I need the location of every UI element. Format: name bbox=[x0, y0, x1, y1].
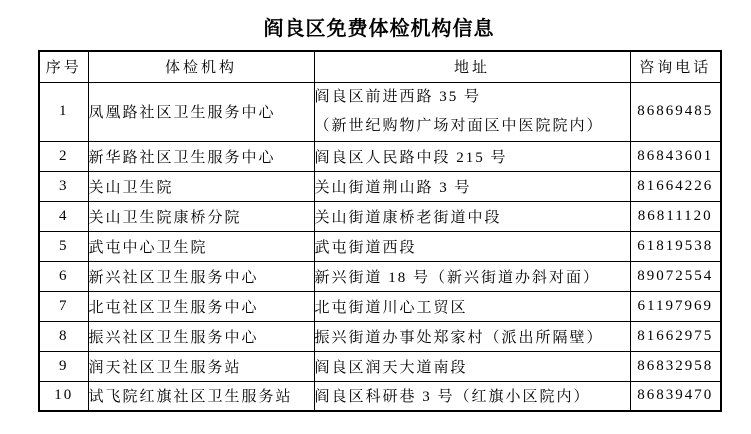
cell-org: 新华路社区卫生服务中心 bbox=[88, 141, 314, 171]
cell-phone: 89072554 bbox=[630, 261, 721, 291]
cell-phone: 86839470 bbox=[630, 381, 721, 411]
table-row bbox=[39, 291, 721, 321]
cell-address: 振兴街道办事处郑家村（派出所隔壁） bbox=[314, 321, 630, 351]
col-header-org: 体检机构 bbox=[88, 51, 314, 82]
table-row bbox=[39, 171, 721, 201]
table-row bbox=[39, 141, 721, 171]
cell-no: 9 bbox=[39, 351, 88, 381]
cell-no: 3 bbox=[39, 171, 88, 201]
cell-no: 10 bbox=[39, 381, 88, 411]
cell-phone: 86811120 bbox=[630, 201, 721, 231]
col-header-address: 地址 bbox=[314, 51, 630, 82]
cell-phone: 61819538 bbox=[630, 231, 721, 261]
cell-phone: 81664226 bbox=[630, 171, 721, 201]
cell-org: 润天社区卫生服务站 bbox=[88, 351, 314, 381]
cell-address: 阎良区科研巷 3 号（红旗小区院内） bbox=[314, 381, 630, 411]
cell-org: 振兴社区卫生服务中心 bbox=[88, 321, 314, 351]
cell-no: 6 bbox=[39, 261, 88, 291]
cell-phone: 86843601 bbox=[630, 141, 721, 171]
cell-address bbox=[314, 82, 630, 141]
cell-address: 阎良区人民路中段 215 号 bbox=[314, 141, 630, 171]
cell-org: 北屯社区卫生服务中心 bbox=[88, 291, 314, 321]
cell-no: 1 bbox=[39, 82, 88, 141]
col-header-phone: 咨询电话 bbox=[630, 51, 721, 82]
cell-org: 凤凰路社区卫生服务中心 bbox=[88, 82, 314, 141]
cell-address: 关山街道康桥老街道中段 bbox=[314, 201, 630, 231]
cell-no: 4 bbox=[39, 201, 88, 231]
cell-phone: 61197969 bbox=[630, 291, 721, 321]
cell-org: 关山卫生院康桥分院 bbox=[88, 201, 314, 231]
cell-org: 武屯中心卫生院 bbox=[88, 231, 314, 261]
address-line-2: （新世纪购物广场对面区中医院院内） bbox=[314, 117, 604, 134]
page-title: 阎良区免费体检机构信息 bbox=[263, 18, 495, 40]
cell-phone: 86832958 bbox=[630, 351, 721, 381]
cell-no: 8 bbox=[39, 321, 88, 351]
cell-phone: 86869485 bbox=[630, 82, 721, 141]
cell-no: 7 bbox=[39, 291, 88, 321]
cell-address: 北屯街道川心工贸区 bbox=[314, 291, 630, 321]
address-line-1: 阎良区前进西路 35 号 bbox=[314, 88, 482, 105]
table-row bbox=[39, 351, 721, 381]
table-row bbox=[39, 231, 721, 261]
col-header-no: 序号 bbox=[39, 51, 88, 82]
cell-address: 武屯街道西段 bbox=[314, 231, 630, 261]
table-row bbox=[39, 321, 721, 351]
cell-no: 2 bbox=[39, 141, 88, 171]
cell-address: 阎良区润天大道南段 bbox=[314, 351, 630, 381]
clinics-table bbox=[38, 50, 722, 412]
cell-org: 试飞院红旗社区卫生服务站 bbox=[88, 381, 314, 411]
cell-address: 新兴街道 18 号（新兴街道办斜对面） bbox=[314, 261, 630, 291]
table-header-row bbox=[39, 51, 721, 82]
table-row bbox=[39, 261, 721, 291]
cell-address: 关山街道荆山路 3 号 bbox=[314, 171, 630, 201]
table-row bbox=[39, 201, 721, 231]
cell-phone: 81662975 bbox=[630, 321, 721, 351]
table-row bbox=[39, 381, 721, 411]
table-row bbox=[39, 82, 721, 141]
cell-org: 新兴社区卫生服务中心 bbox=[88, 261, 314, 291]
cell-no: 5 bbox=[39, 231, 88, 261]
cell-org: 关山卫生院 bbox=[88, 171, 314, 201]
